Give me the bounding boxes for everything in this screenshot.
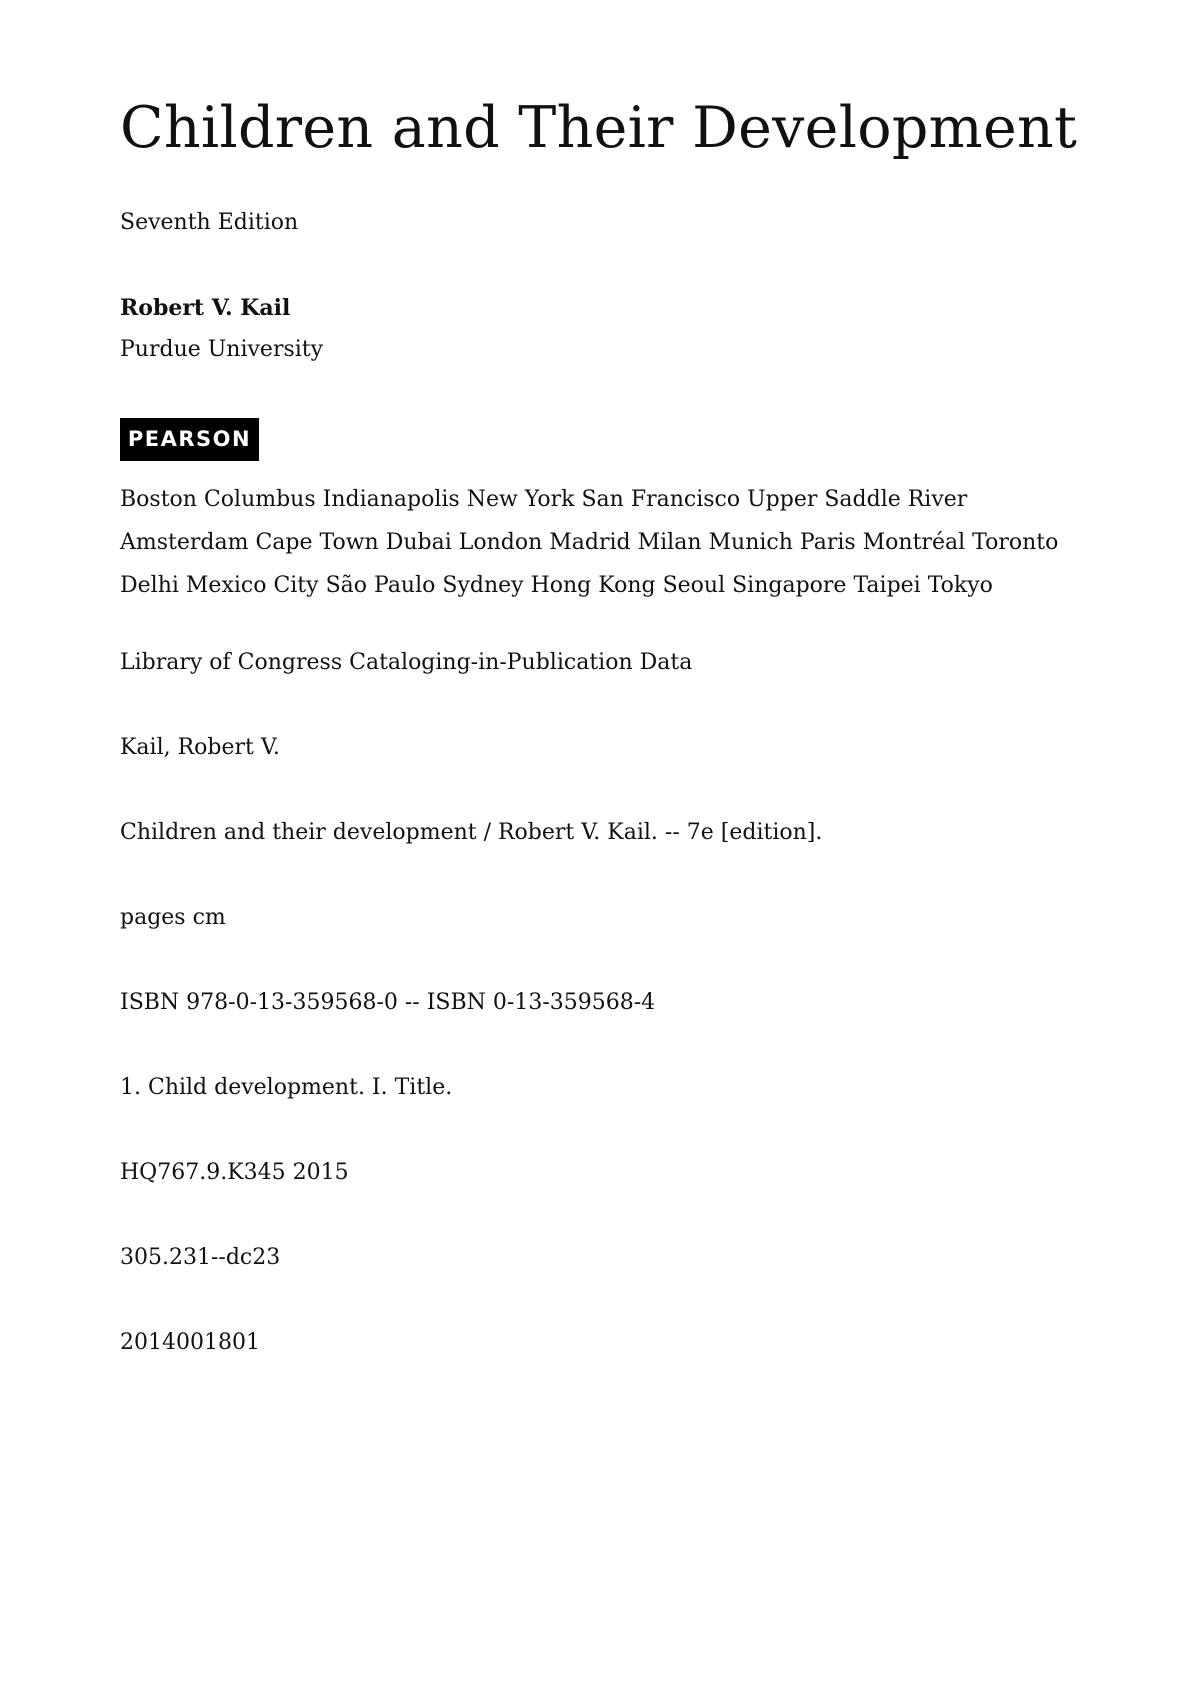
cip-ddc: 305.231--dc23 — [120, 1245, 281, 1270]
cip-physical-description: pages cm — [120, 905, 226, 930]
cip-subjects: 1. Child development. I. Title. — [120, 1075, 453, 1100]
cip-title-entry: Children and their development / Robert V. Kail. -- 7e [edition]. — [120, 820, 823, 845]
publisher-cities: Boston Columbus Indianapolis New York San Francisco Upper Saddle River Amsterdam Cape Town Dubai London Madrid Milan Munich Paris Montréal Toronto Delhi Mexico City São Paulo Sydney Hong Kong Seoul Singapore Taipei Tokyo — [120, 487, 1059, 598]
publisher-logo: PEARSON — [120, 418, 259, 461]
cip-isbn: ISBN 978-0-13-359568-0 -- ISBN 0-13-359568-4 — [120, 990, 656, 1015]
cip-lccn: 2014001801 — [120, 1330, 260, 1355]
cip-author-entry: Kail, Robert V. — [120, 735, 280, 760]
book-title: Children and Their Development — [120, 95, 1078, 161]
author-name: Robert V. Kail — [120, 295, 291, 321]
cip-heading: Library of Congress Cataloging-in-Publication Data — [120, 650, 693, 675]
author-affiliation: Purdue University — [120, 337, 324, 362]
cip-lcc: HQ767.9.K345 2015 — [120, 1160, 349, 1185]
edition: Seventh Edition — [120, 210, 299, 235]
